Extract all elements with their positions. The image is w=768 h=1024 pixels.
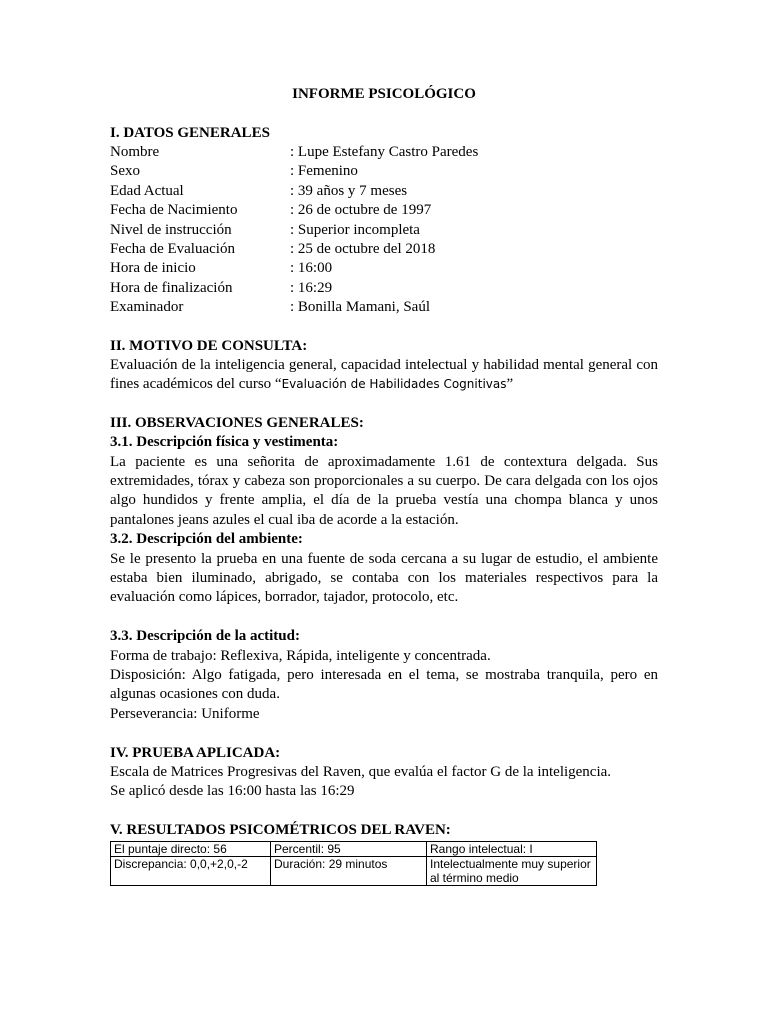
motivo-heading: II. MOTIVO DE CONSULTA: xyxy=(110,337,308,354)
datos-value: : 16:29 xyxy=(290,279,333,296)
fisica-text: La paciente es una señorita de aproximadamente 1.61 de contextura delgada. Sus extremidades, tórax y cabeza son proporcionales a su cuerpo. De cara delgada con los ojos algo hundidos y frente amplia, el día de la prueba vestía una chompa blanca y unos pantalones jeans azules el cual iba de acorde a la estación. xyxy=(110,453,658,528)
table-row xyxy=(111,841,597,856)
datos-row xyxy=(110,221,658,240)
motivo-text: Evaluación de la inteligencia general, capacidad intelectual y habilidad mental general con fines académicos del curso “ xyxy=(110,356,658,393)
actitud-line: Perseverancia: Uniforme xyxy=(110,705,260,722)
prueba-line: Se aplicó desde las 16:00 hasta las 16:29 xyxy=(110,782,355,799)
report-title: INFORME PSICOLÓGICO xyxy=(292,86,476,102)
datos-label: Examinador xyxy=(110,299,184,316)
table-cell: Discrepancia: 0,0,+2,0,-2 xyxy=(111,856,271,885)
datos-value: : Femenino xyxy=(290,163,358,180)
datos-label: Hora de finalización xyxy=(110,279,233,296)
actitud-heading: 3.3. Descripción de la actitud: xyxy=(110,628,300,645)
datos-row xyxy=(110,279,658,298)
ambiente-text: Se le presento la prueba en una fuente de soda cercana a su lugar de estudio, el ambiente estaba bien iluminado, abrigado, se contaba con los materiales respectivos para la evaluación como lápices, borrador, tajador, protocolo, etc. xyxy=(110,550,658,606)
datos-value: : 26 de octubre de 1997 xyxy=(290,202,432,219)
datos-label: Nivel de instrucción xyxy=(110,221,232,238)
actitud-line: Disposición: Algo fatigada, pero interesada en el tema, se mostraba tranquila, pero en algunas ocasiones con duda. xyxy=(110,666,658,703)
motivo-text-end: ” xyxy=(506,376,514,393)
datos-row xyxy=(110,143,658,162)
resultados-heading: V. RESULTADOS PSICOMÉTRICOS DEL RAVEN: xyxy=(110,821,451,838)
table-cell: Rango intelectual: I xyxy=(427,841,597,856)
datos-value: : Bonilla Mamani, Saúl xyxy=(290,299,430,316)
table-cell: El puntaje directo: 56 xyxy=(111,841,271,856)
datos-value: : 25 de octubre del 2018 xyxy=(290,240,436,257)
datos-label: Fecha de Evaluación xyxy=(110,240,235,257)
results-table xyxy=(110,841,597,886)
datos-label: Fecha de Nacimiento xyxy=(110,202,238,219)
table-cell: Duración: 29 minutos xyxy=(271,856,427,885)
datos-row xyxy=(110,162,658,181)
prueba-line: Escala de Matrices Progresivas del Raven, que evalúa el factor G de la inteligencia. xyxy=(110,763,612,780)
datos-label: Hora de inicio xyxy=(110,260,196,277)
actitud-line: Forma de trabajo: Reflexiva, Rápida, inteligente y concentrada. xyxy=(110,647,491,664)
datos-list xyxy=(110,143,658,318)
datos-value: : 16:00 xyxy=(290,260,333,277)
datos-label: Nombre xyxy=(110,144,160,160)
datos-row xyxy=(110,298,658,317)
datos-label: Sexo xyxy=(110,163,140,180)
report-body xyxy=(110,124,658,886)
table-cell: Percentil: 95 xyxy=(271,841,427,856)
datos-label: Edad Actual xyxy=(110,182,184,199)
datos-row xyxy=(110,259,658,278)
table-row xyxy=(111,856,597,885)
table-cell: Intelectualmente muy superior al término medio xyxy=(427,856,597,885)
observaciones-heading: III. OBSERVACIONES GENERALES: xyxy=(110,415,364,432)
fisica-heading: 3.1. Descripción física y vestimenta: xyxy=(110,434,339,451)
datos-value: : Superior incompleta xyxy=(290,221,420,238)
datos-value: : Lupe Estefany Castro Paredes xyxy=(290,144,479,160)
datos-row xyxy=(110,182,658,201)
motivo-paragraph xyxy=(110,356,658,395)
datos-value: : 39 años y 7 meses xyxy=(290,182,408,199)
datos-heading: I. DATOS GENERALES xyxy=(110,125,270,141)
course-name: Evaluación de Habilidades Cognitivas xyxy=(281,377,507,392)
ambiente-heading: 3.2. Descripción del ambiente: xyxy=(110,531,303,548)
datos-row xyxy=(110,240,658,259)
prueba-heading: IV. PRUEBA APLICADA: xyxy=(110,744,281,761)
datos-row xyxy=(110,201,658,220)
